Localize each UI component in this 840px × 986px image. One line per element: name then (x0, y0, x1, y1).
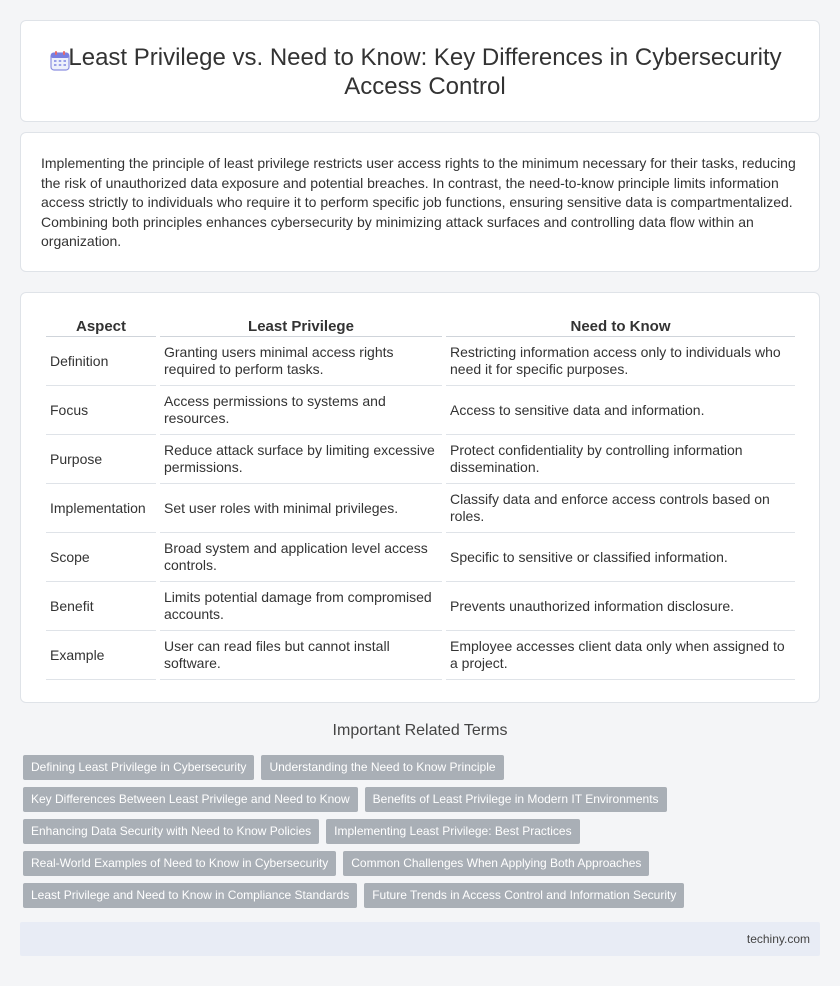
cell-aspect: Benefit (46, 582, 156, 631)
tag-row (23, 883, 823, 908)
intro-paragraph: Implementing the principle of least privilege restricts user access rights to the minimum necessary for their tasks, reducing the risk of unauthorized data exposure and potential breaches. In contrast, the need-to-know principle limits information access strictly to individuals who require it to perform specific job functions, ensuring sensitive data is compartmentalized. Combining both principles enhances cybersecurity by minimizing attack surfaces and controlling data flow within an organization. (41, 155, 796, 249)
cell-need-to-know: Classify data and enforce access controls based on roles. (446, 484, 795, 533)
tag-row (23, 851, 823, 876)
footer-brand[interactable]: techiny.com (746, 932, 810, 946)
cell-least-privilege: Access permissions to systems and resources. (160, 386, 442, 435)
cell-need-to-know: Restricting information access only to individuals who need it for specific purposes. (446, 337, 795, 386)
cell-aspect: Definition (46, 337, 156, 386)
header-least-privilege: Least Privilege (160, 315, 442, 337)
page-title: Least Privilege vs. Need to Know: Key Differences in Cybersecurity Access Control (68, 44, 782, 100)
related-terms-list (23, 755, 823, 915)
tag-row (23, 819, 823, 844)
related-term-tag[interactable]: Understanding the Need to Know Principle (261, 755, 503, 780)
table-row (46, 533, 795, 582)
cell-need-to-know: Specific to sensitive or classified information. (446, 533, 795, 582)
cell-least-privilege: Reduce attack surface by limiting excessive permissions. (160, 435, 442, 484)
table-row (46, 435, 795, 484)
cell-need-to-know: Prevents unauthorized information disclosure. (446, 582, 795, 631)
related-term-tag[interactable]: Key Differences Between Least Privilege and Need to Know (23, 787, 358, 812)
cell-aspect: Implementation (46, 484, 156, 533)
tag-row (23, 755, 823, 780)
cell-aspect: Scope (46, 533, 156, 582)
cell-least-privilege: Granting users minimal access rights required to perform tasks. (160, 337, 442, 386)
cell-aspect: Purpose (46, 435, 156, 484)
cell-need-to-know: Protect confidentiality by controlling information dissemination. (446, 435, 795, 484)
table-row (46, 337, 795, 386)
related-terms-heading: Important Related Terms (332, 722, 508, 739)
table-row (46, 582, 795, 631)
header-aspect: Aspect (46, 315, 156, 337)
table-header-row (46, 315, 795, 337)
header-card (20, 20, 820, 122)
table-row (46, 484, 795, 533)
header-need-to-know: Need to Know (446, 315, 795, 337)
tag-row (23, 787, 823, 812)
related-term-tag[interactable]: Future Trends in Access Control and Information Security (364, 883, 684, 908)
cell-aspect: Example (46, 631, 156, 680)
cell-need-to-know: Employee accesses client data only when assigned to a project. (446, 631, 795, 680)
comparison-table (42, 315, 799, 680)
footer-bar (20, 922, 820, 956)
cell-aspect: Focus (46, 386, 156, 435)
table-row (46, 386, 795, 435)
related-term-tag[interactable]: Benefits of Least Privilege in Modern IT Environments (365, 787, 667, 812)
related-term-tag[interactable]: Common Challenges When Applying Both Approaches (343, 851, 649, 876)
cell-least-privilege: User can read files but cannot install software. (160, 631, 442, 680)
cell-need-to-know: Access to sensitive data and information. (446, 386, 795, 435)
cell-least-privilege: Broad system and application level access controls. (160, 533, 442, 582)
related-term-tag[interactable]: Real-World Examples of Need to Know in Cybersecurity (23, 851, 336, 876)
cell-least-privilege: Set user roles with minimal privileges. (160, 484, 442, 533)
cell-least-privilege: Limits potential damage from compromised accounts. (160, 582, 442, 631)
related-term-tag[interactable]: Defining Least Privilege in Cybersecurity (23, 755, 254, 780)
intro-card (20, 132, 820, 272)
comparison-card (20, 292, 820, 703)
related-term-tag[interactable]: Enhancing Data Security with Need to Know Policies (23, 819, 319, 844)
related-term-tag[interactable]: Implementing Least Privilege: Best Practices (326, 819, 579, 844)
table-row (46, 631, 795, 680)
related-term-tag[interactable]: Least Privilege and Need to Know in Compliance Standards (23, 883, 357, 908)
